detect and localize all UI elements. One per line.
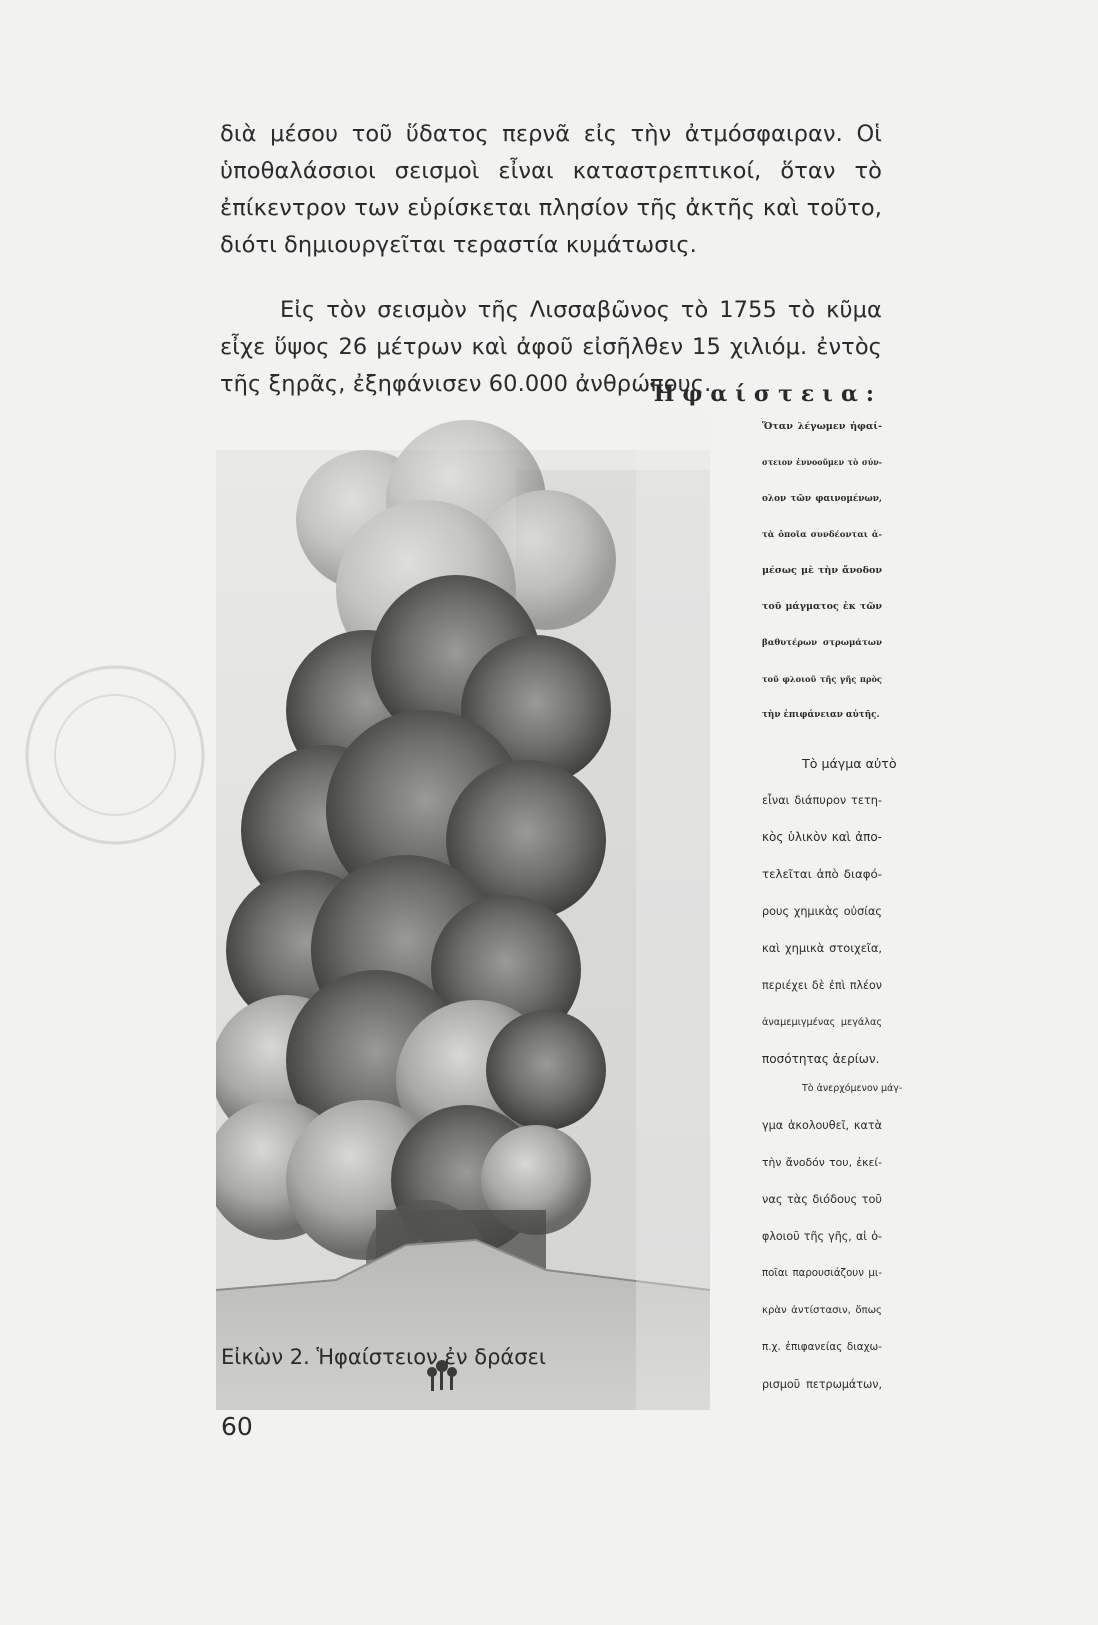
text-line: Τὸ μάγμα αὐτὸ — [802, 756, 897, 771]
section-heading: Ἡφαίστεια: — [650, 381, 882, 407]
text-line: τοῦ μάγματος ἐκ τῶν — [762, 601, 882, 612]
text-line: νας τὰς διόδους τοῦ — [762, 1192, 882, 1206]
text-line: βαθυτέρων στρωμάτων — [762, 638, 882, 648]
text-line: ολον τῶν φαινομένων, — [762, 494, 882, 504]
text-line: καὶ χημικὰ στοιχεῖα, — [762, 941, 882, 955]
text-line: ρισμοῦ πετρωμάτων, — [762, 1378, 882, 1391]
page-number: 60 — [221, 1412, 253, 1441]
text-line: τοῦ φλοιοῦ τῆς γῆς πρὸς — [762, 674, 882, 684]
text-line: ποῖαι παρουσιάζουν μι- — [762, 1268, 882, 1279]
text-line: κὸς ὑλικὸν καὶ ἀπο- — [762, 830, 882, 844]
text-line: ποσότητας ἀερίων. — [762, 1052, 880, 1066]
figure-caption: Εἰκὼν 2. Ἡφαίστειον ἐν δράσει — [221, 1345, 547, 1369]
text-line: ρους χημικὰς οὐσίας — [762, 905, 882, 918]
text-line: τὰ ὁποῖα συνδέονται ἀ- — [762, 530, 882, 540]
ascending-magma-paragraph — [762, 1070, 903, 1403]
text-line: φλοιοῦ τῆς γῆς, αἱ ὁ- — [762, 1230, 882, 1243]
text-line: γμα ἀκολουθεῖ, κατὰ — [762, 1119, 882, 1132]
text-line: Τὸ ἀνερχόμενον μάγ- — [802, 1083, 903, 1094]
paragraph-2: Εἰς τὸν σεισμὸν τῆς Λισσαβῶνος τὸ 1755 τὸ κῦμα εἶχε ὕψος 26 μέτρων καὶ ἀφοῦ εἰσῆλθεν 15 χιλιόμ. ἐντὸς τῆς ξηρᾶς, ἐξηφάνισεν 60.000 ἀνθρώπους. — [220, 297, 882, 397]
text-line: ἀναμεμιγμένας μεγάλας — [762, 1017, 882, 1028]
text-line: τελεῖται ἀπὸ διαφό- — [762, 867, 882, 881]
text-line: τὴν ἐπιφάνειαν αὐτῆς. — [762, 710, 880, 720]
magma-paragraph — [762, 745, 897, 1078]
eruption-image — [216, 410, 710, 1625]
volcano-eruption-photo — [216, 410, 710, 1625]
volcano-definition — [762, 409, 882, 733]
text-line: περιέχει δὲ ἐπὶ πλέον — [762, 979, 882, 992]
text-line: εἶναι διάπυρον τετη- — [762, 794, 882, 807]
library-stamp — [20, 660, 210, 850]
text-line: π.χ. ἐπιφανείας διαχω- — [762, 1341, 882, 1353]
text-line: μέσως μὲ τὴν ἄνοδον — [762, 565, 882, 576]
text-line: στειον ἐννοοῦμεν τὸ σύν- — [762, 458, 882, 467]
text-line: κρὰν ἀντίστασιν, ὅπως — [762, 1305, 882, 1316]
text-line: τὴν ἄνοδόν του, ἐκεί- — [762, 1156, 882, 1169]
text-line: Ὅταν λέγωμεν ἡφαί- — [762, 421, 882, 432]
paragraph-1: διὰ μέσου τοῦ ὕδατος περνᾶ εἰς τὴν ἀτμόσφαιραν. Οἱ ὑποθαλάσσιοι σεισμοὶ εἶναι καταστρεπτικοί, ὅταν τὸ ἐπίκεντρον των εὑρίσκεται πλησίον τῆς ἀκτῆς καὶ τοῦτο, διότι δημιουργεῖται τεραστία κυμάτωσις. — [220, 121, 882, 258]
